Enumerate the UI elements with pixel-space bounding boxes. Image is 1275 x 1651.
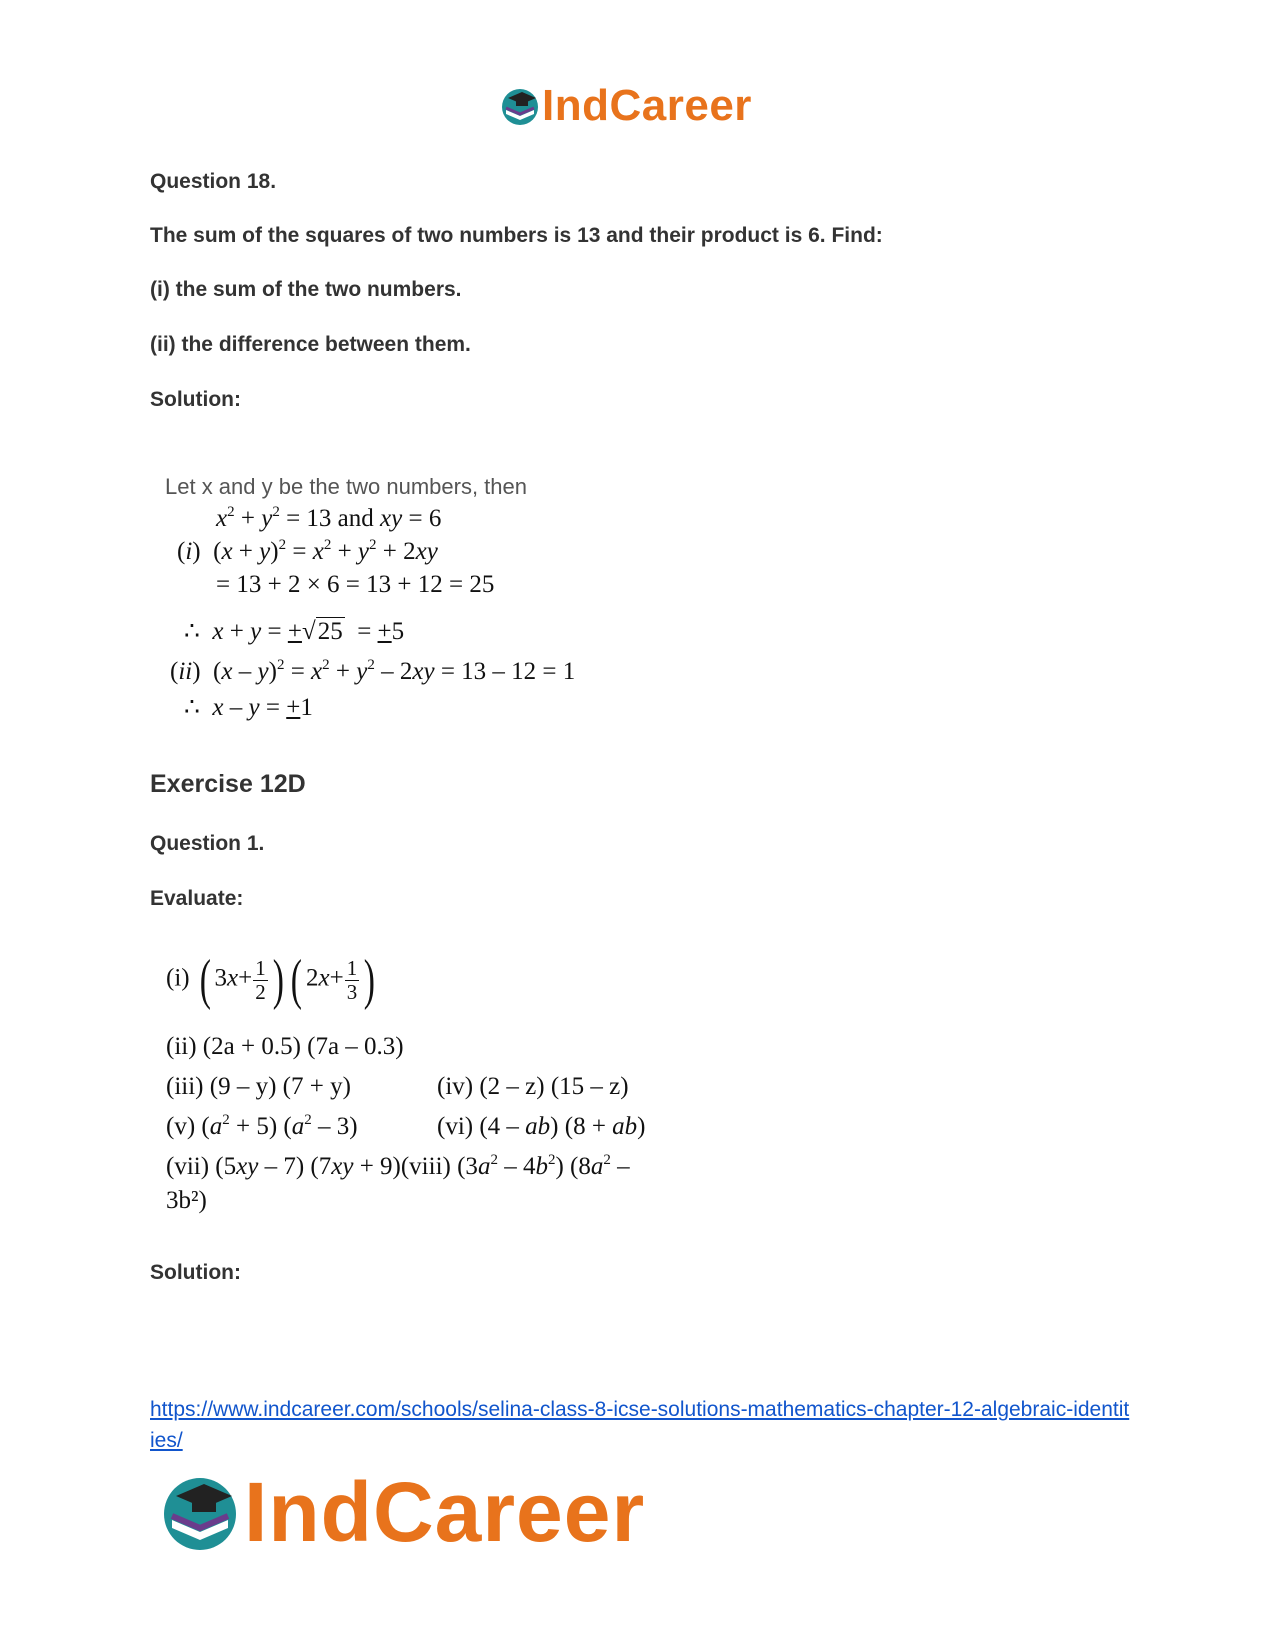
step-ii-result: ∴ x – y = +1 — [184, 694, 313, 721]
question-18-part-ii: (ii) the difference between them. — [150, 333, 471, 356]
step-ii-expansion: (ii) $(x - y)^2 = x^2 + y^2 - 2xy = 13 - 12 = 1$ — [170, 657, 576, 685]
header-logo — [500, 76, 790, 136]
item-ii: (ii) (2a + 0.5) (7a – 0.3) — [166, 1033, 404, 1060]
solution-intro: Let x and y be the two numbers, then — [165, 474, 528, 499]
item-viii-continued: 3b²) — [166, 1187, 207, 1214]
question-18-title: Question 18. — [150, 170, 277, 193]
footer-logo — [160, 1462, 720, 1562]
item-iv: (iv) (2 – z) (15 – z) — [437, 1073, 629, 1100]
source-link[interactable]: https://www.indcareer.com/schools/selina-class-8-icse-solutions-mathematics-chapter-12-algebraic-identities/ — [150, 1398, 1130, 1452]
question-1-prompt: Evaluate: — [150, 887, 244, 910]
item-iii: (iii) (9 – y) (7 + y) — [166, 1073, 351, 1100]
question-1-solution-label: Solution: — [150, 1261, 241, 1284]
question-1-title: Question 1. — [150, 832, 265, 855]
item-v: (v) $(a^2 + 5)$ $(a^2 - 3)$ — [166, 1112, 358, 1140]
item-vi: (vi) (4 – ab) (8 + ab) — [437, 1113, 646, 1140]
step-i-value: = 13 + 2 × 6 = 13 + 12 = 25 — [216, 571, 495, 598]
brand-name-large: IndCareer — [244, 1464, 646, 1559]
question-18-statement: The sum of the squares of two numbers is 13 and their product is 6. Find: — [150, 224, 883, 247]
item-vii-viii: (vii) (5xy – 7) (7xy + 9)(viii) $(3a^2 - 4b^2)$ ($8a^2$ – — [166, 1152, 630, 1180]
item-i: (i) ( 3x+ $\frac{1}{2}$ ) ( 2x+ $\frac{1}{3}$ ) — [166, 949, 376, 1011]
brand-name: IndCareer — [542, 81, 752, 130]
step-i-expansion: (i) $(x + y)^2 = x^2 + y^2 + 2xy$ — [177, 537, 438, 565]
question-18-part-i: (i) the sum of the two numbers. — [150, 278, 462, 301]
exercise-heading: Exercise 12D — [150, 770, 306, 798]
book-graduation-cap-icon — [500, 86, 540, 126]
book-graduation-cap-icon — [160, 1472, 240, 1552]
step-i-result: ∴ x + y = +√25 = +5 — [184, 618, 405, 645]
given-equations: $x^2 + y^2 = 13$ and xy = 6 — [216, 504, 442, 532]
question-18-solution-label: Solution: — [150, 388, 241, 411]
